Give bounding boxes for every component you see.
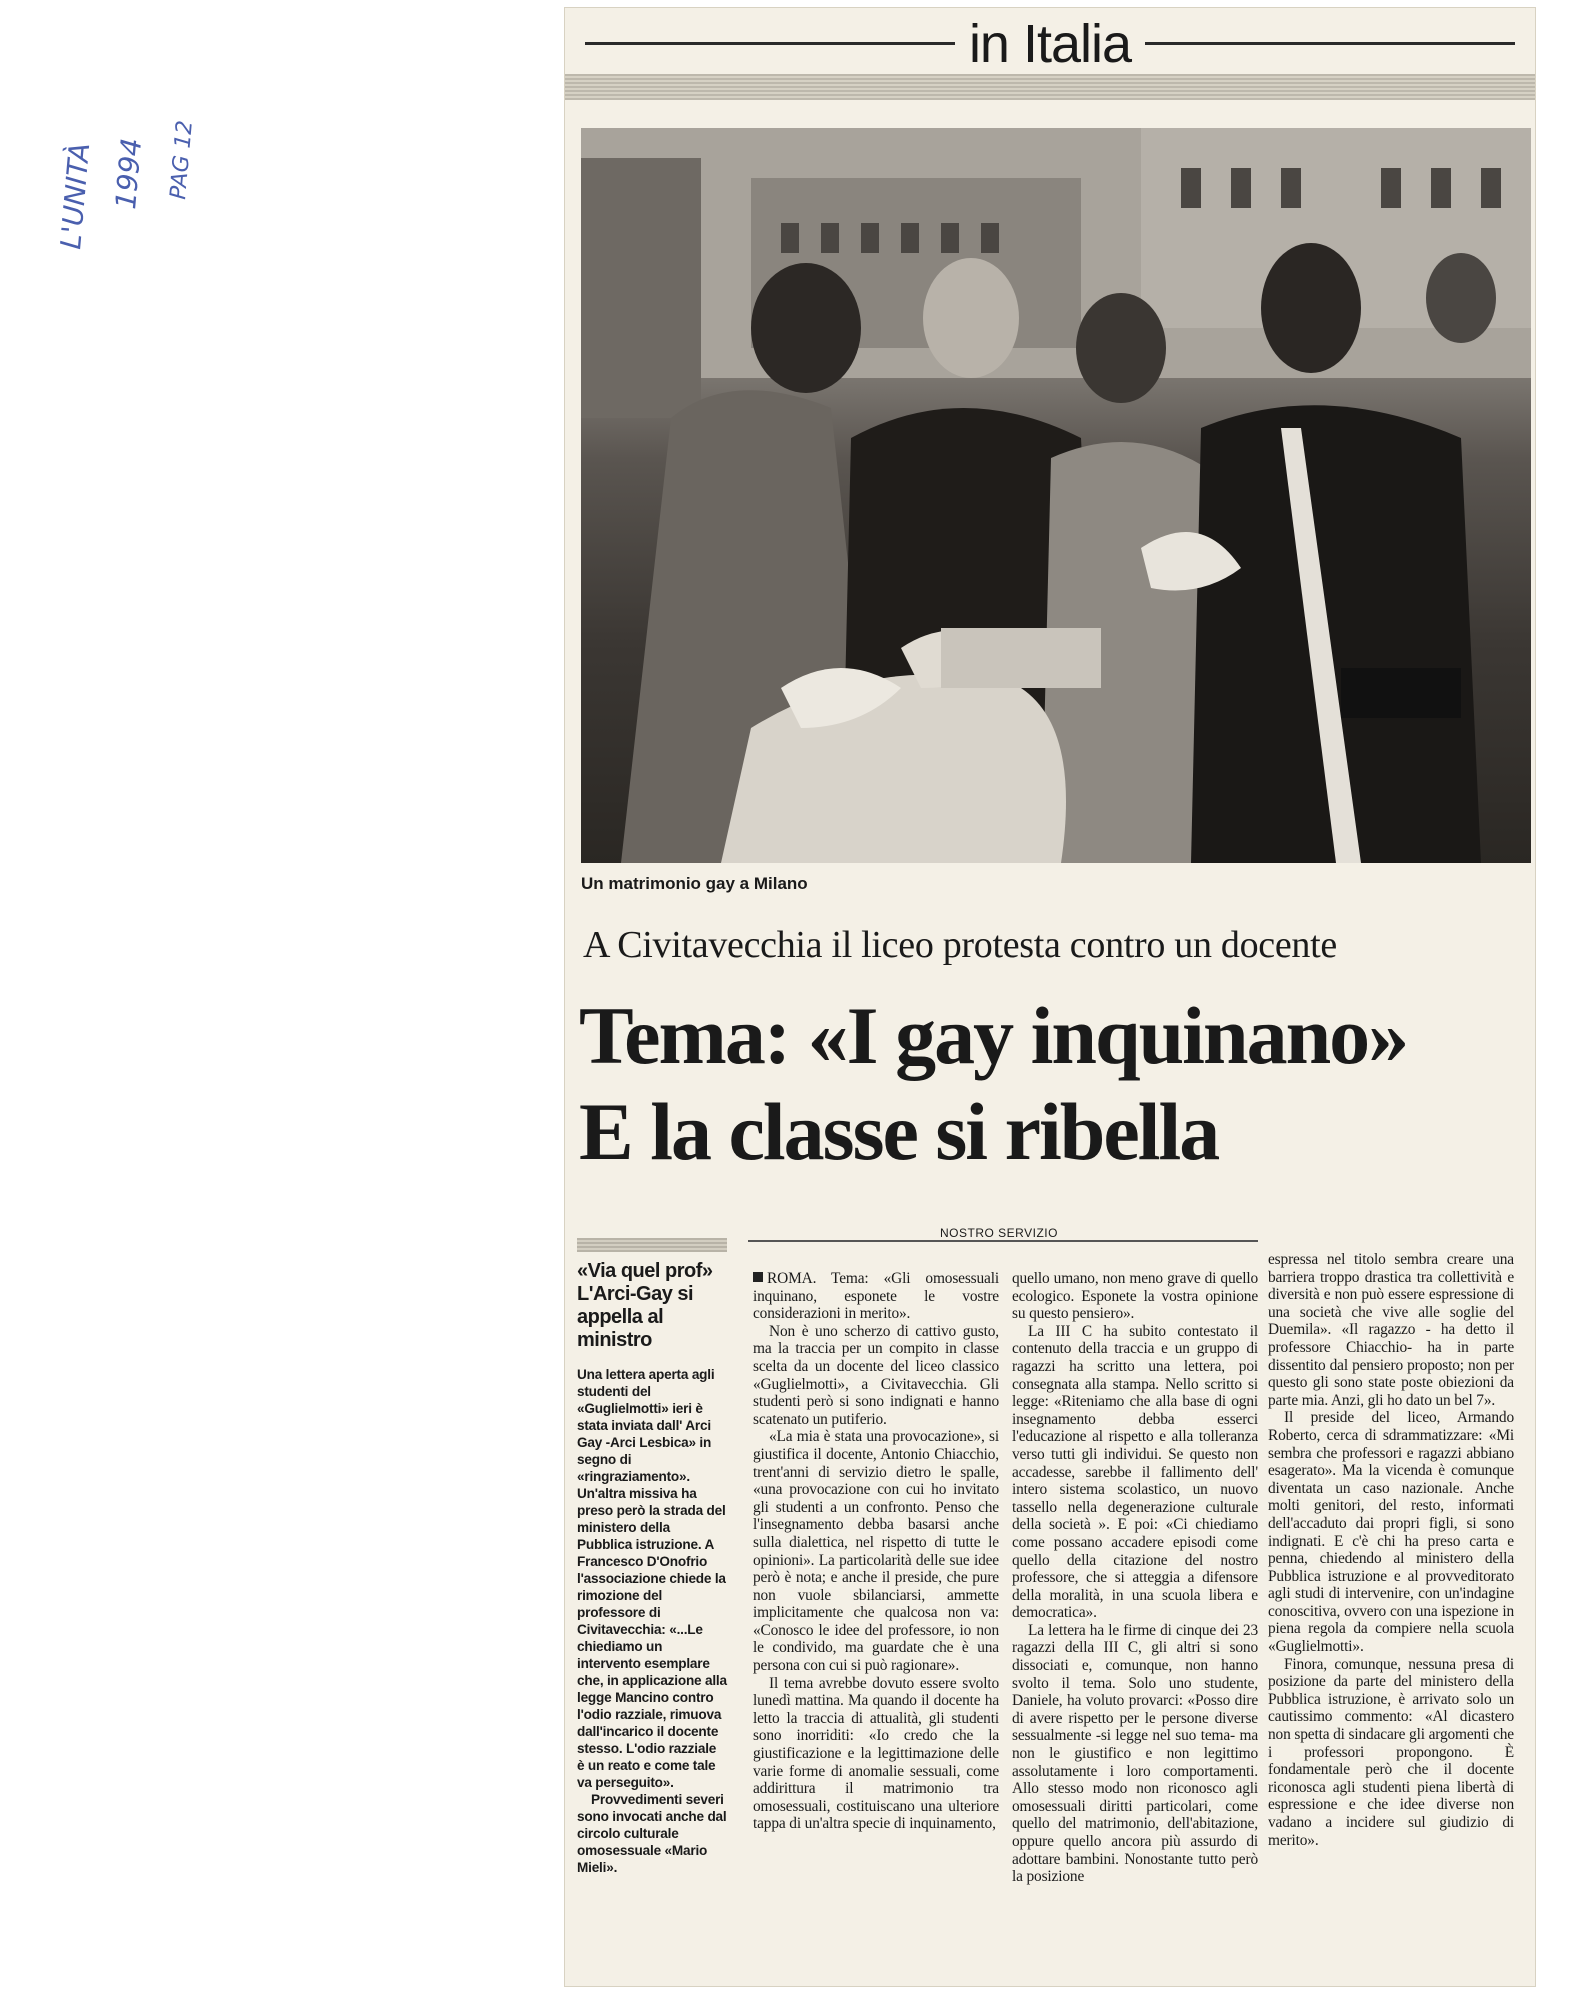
section-title: in Italia — [585, 14, 1515, 74]
article-kicker: A Civitavecchia il liceo protesta contro un docente — [583, 924, 1337, 966]
handwritten-annotation — [40, 60, 220, 260]
article-column-1 — [753, 1270, 999, 1833]
article-headline — [579, 988, 1407, 1180]
article-paragraph: La lettera ha le firme di cinque dei 23 ragazzi della III C, gli altri si sono dissociati e, comunque, non hanno svolto il tema. Solo uno studente, Daniele, ha voluto provarci: «Posso dire di avere rispetto per le persone diverse sessualmente -si legge nel suo tema- ma non le giustifico e non legittimo assolutamente i loro comportamenti. Allo stesso modo non riconosco agli omosessuali diritti particolari, come quello del matrimonio, dell'abitazione, oppure quello ancora più assurdo di adottare bambini. Nonostante tutto però la posizione — [1012, 1621, 1258, 1886]
sidebar-box — [577, 1238, 727, 1876]
sidebar-paragraph: Una lettera aperta agli studenti del «Guglielmotti» ieri è stata inviata dall' Arci Gay -Arci Lesbica» in segno di «ringraziamento». Un'altra missiva ha preso però la strada del ministero della Pubblica istruzione. A Francesco D'Onofrio l'associazione chiede la rimozione del professore di Civitavecchia: «...Le chiediamo un intervento esemplare che, in applicazione alla legge Mancino contro l'odio razziale, rimuova dall'incarico il docente stesso. L'odio razziale è un reato e come tale va perseguito». — [577, 1367, 727, 1790]
article-paragraph: ROMA. Tema: «Gli omosessuali inquinano, esponete le vostre considerazioni in merito». — [753, 1270, 999, 1323]
paragraph-marker — [753, 1272, 763, 1282]
article-paragraph: «La mia è stata una provocazione», si giustifica il docente, Antonio Chiacchio, trent'anni di servizio dietro le spalle, «una provocazione con cui ho invitato gli studenti a un confronto. Penso che l'insegnamento debba basarsi anche sulla dialettica, nel rispetto di tutte le opinioni». La particolarità delle sue idee però è nota; e anche il preside, che pure non vuole sbilanciarsi, ammette implicitamente che qualcosa non va: «Conosco le idee del professore, io non le condivido, ma guardate che è una persona con cui si può ragionare». — [753, 1428, 999, 1675]
sidebar-bar — [577, 1238, 727, 1252]
headline-line2: E la classe si ribella — [579, 1086, 1219, 1177]
article-paragraph: Il tema avrebbe dovuto essere svolto lunedì mattina. Ma quando il docente ha letto la traccia di attualità, gli studenti sono inorriditi: «Io credo che la giustificazione e la legittimazione delle varie forme di anomalie sessuali, come addirittura il matrimonio tra omosessuali, costituiscano una ulteriore tappa di un'altra specie di inquinamento, — [753, 1674, 999, 1833]
article-column-2 — [1012, 1270, 1258, 1886]
article-paragraph: Finora, comunque, nessuna presa di posizione da parte del ministero della Pubblica istruzione, è arrivato solo un cautissimo commento: «Al dicastero non spetta di sindacare gli argomenti che i professori propongono. È fondamentale però che il docente riconosca agli studenti piena libertà di espressione e che idee diverse non vadano a incidere sul giudizio di merito». — [1268, 1655, 1514, 1849]
handwriting-line2: 1994 — [109, 136, 149, 211]
article-column-3 — [1268, 1251, 1514, 1849]
photo-illustration — [581, 128, 1531, 863]
column-top-rule — [748, 1240, 1258, 1242]
sidebar-body — [577, 1366, 727, 1876]
article-paragraph: La III C ha subito contestato il contenuto della traccia e un gruppo di ragazzi ha scritto una lettera, poi consegnata alla stampa. Nello scritto si legge: «Riteniamo che alla base di ogni insegnamento debba esserci l'educazione al rispetto e alla tolleranza verso tutti gli individui. Se questo non accadesse, sarebbe il fallimento dell' intero sistema scolastico, un nuovo tassello nella degenerazione culturale della società ». E poi: «Ci chiediamo come possano accadere episodi come quello della citazione del nostro professore, che si atteggia a difensore della moralità, in una scuola libera e democratica». — [1012, 1322, 1258, 1622]
sidebar-paragraph: Provvedimenti severi sono invocati anche dal circolo culturale omosessuale «Mario Mieli». — [577, 1792, 727, 1875]
article-paragraph: Il preside del liceo, Armando Roberto, cerca di sdrammatizzare: «Mi sembra che professori e ragazzi abbiano esagerato». Ma la vicenda è comunque diventata un caso nazionale. Anche molti genitori, del resto, informati dell'accaduto dai propri figli, si sono indignati. E c'è chi ha preso carta e penna, chiedendo al ministero della Pubblica istruzione e al provveditorato agli studi di intervenire, con un'indagine conoscitiva, ovvero con una ispezione in piena regola da compiere nella scuola «Guglielmotti». — [1268, 1409, 1514, 1656]
article-paragraph: espressa nel titolo sembra creare una barriera troppo drastica tra collettività e diversità e non può essere espressione di una società che vive alle soglie del Duemila». «Il ragazzo - ha detto il professore Chiacchio- ha in parte dissentito dal pensiero proposto; non per questo gli sono state poste obiezioni da parte mia. Anzi, gli ho dato un bel 7». — [1268, 1251, 1514, 1409]
newspaper-clipping — [565, 8, 1535, 1986]
sidebar-title: «Via quel prof» L'Arci-Gay si appella al ministro — [577, 1260, 713, 1351]
byline: NOSTRO SERVIZIO — [940, 1226, 1058, 1240]
handwriting-line3: PAG 12 — [166, 119, 198, 201]
gray-band — [565, 74, 1535, 100]
section-header — [585, 14, 1515, 74]
photo-caption: Un matrimonio gay a Milano — [581, 874, 808, 893]
handwriting-line1: L'UNITÀ — [54, 141, 97, 251]
article-paragraph: Non è uno scherzo di cattivo gusto, ma la traccia per un compito in classe scelta da un docente del liceo classico «Guglielmotti», a Civitavecchia. Gli studenti però si sono indignati e hanno scatenato un putiferio. — [753, 1322, 999, 1428]
headline-line1: Tema: «I gay inquinano» — [579, 990, 1408, 1081]
wedding-photo — [581, 128, 1531, 863]
article-paragraph: quello umano, non meno grave di quello ecologico. Esponete la vostra opinione su questo pensiero». — [1012, 1270, 1258, 1323]
